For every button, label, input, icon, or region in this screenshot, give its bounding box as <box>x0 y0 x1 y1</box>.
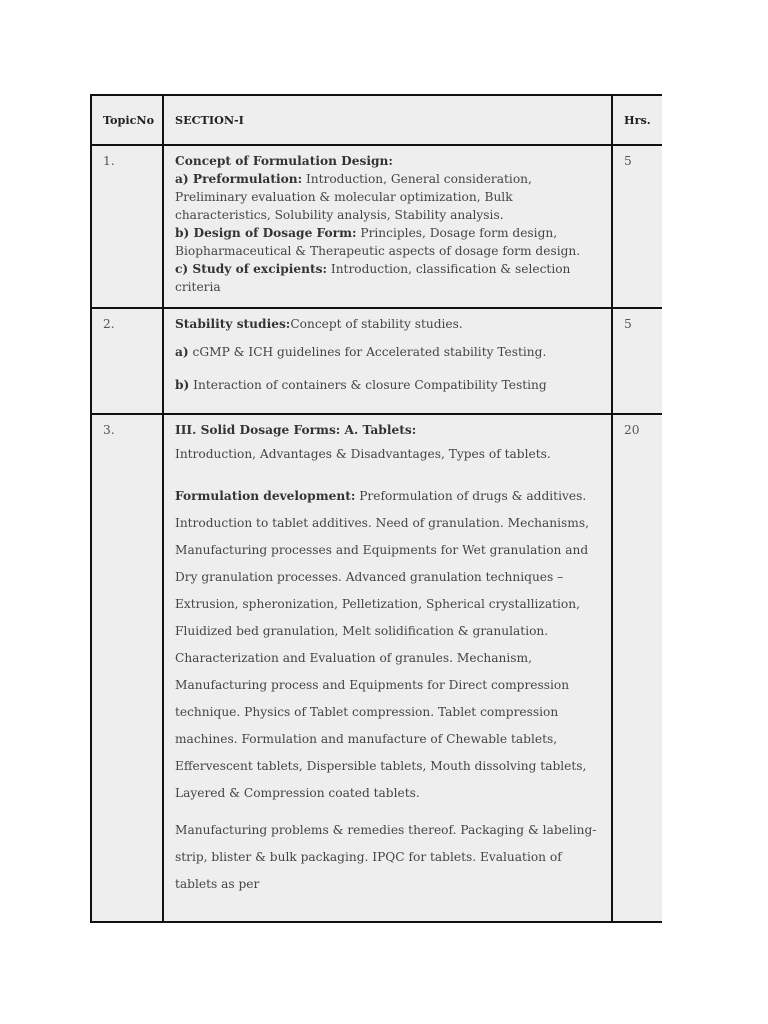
topic-hours: 20 <box>612 414 662 922</box>
topic-hours: 5 <box>612 145 662 308</box>
topic-number: 2. <box>91 308 163 414</box>
topic-number: 3. <box>91 414 163 922</box>
table-row <box>91 308 662 414</box>
sub-text-a: cGMP & ICH guidelines for Accelerated stability Testing. <box>188 345 547 359</box>
sub-text-c: Introduction, classification & selection criteria <box>175 262 571 294</box>
topic-number: 1. <box>91 145 163 308</box>
topic-intro: Introduction, Advantages & Disadvantages, Types of tablets. <box>175 447 551 461</box>
topic-content <box>163 308 612 414</box>
topic-hours: 5 <box>612 308 662 414</box>
sub-label-b: b) Design of Dosage Form: <box>175 226 357 240</box>
topic-problems: Manufacturing problems & remedies thereof. Packaging & labeling-strip, blister & bulk packaging. IPQC for tablets. Evaluation of tablets as per <box>175 823 597 891</box>
sub-label-development: Formulation development: <box>175 489 356 503</box>
sub-text-b: Interaction of containers & closure Compatibility Testing <box>189 378 547 392</box>
syllabus-table <box>90 94 662 923</box>
table-row <box>91 145 662 308</box>
sub-label-c: c) Study of excipients: <box>175 262 328 276</box>
topic-title-text: Concept of stability studies. <box>290 317 463 331</box>
table-header-row <box>91 95 662 145</box>
header-section: SECTION-I <box>163 95 612 145</box>
sub-label-b: b) <box>175 378 190 392</box>
topic-content <box>163 145 612 308</box>
sub-label-a: a) Preformulation: <box>175 172 303 186</box>
sub-label-a: a) <box>175 345 189 359</box>
topic-content <box>163 414 612 922</box>
header-topic-no: TopicNo <box>91 95 163 145</box>
table-row <box>91 414 662 922</box>
sub-text-development: Preformulation of drugs & additives. Introduction to tablet additives. Need of granulation. Mechanisms, Manufacturing processes and Equipments for Wet granulation and Dry granulation processes. Advanced granulation techniques – Extrusion, spheronization, Pelletization, Spherical crystallization, Fluidized bed granulation, Melt solidification & granulation. Characterization and Evaluation of granules. Mechanism, Manufacturing process and Equipments for Direct compression technique. Physics of Tablet compression. Tablet compression machines. Formulation and manufacture of Chewable tablets, Effervescent tablets, Dispersible tablets, Mouth dissolving tablets, Layered & Compression coated tablets. <box>175 489 589 800</box>
topic-title: III. Solid Dosage Forms: A. Tablets: <box>175 423 417 437</box>
topic-title: Concept of Formulation Design: <box>175 154 393 168</box>
topic-title: Stability studies: <box>175 317 291 331</box>
header-hrs: Hrs. <box>612 95 662 145</box>
sub-text-a: Introduction, General consideration, Preliminary evaluation & molecular optimization, Bulk characteristics, Solubility analysis, Stability analysis. <box>175 172 532 222</box>
sub-text-b: Principles, Dosage form design, Biopharmaceutical & Therapeutic aspects of dosage form design. <box>175 226 581 258</box>
